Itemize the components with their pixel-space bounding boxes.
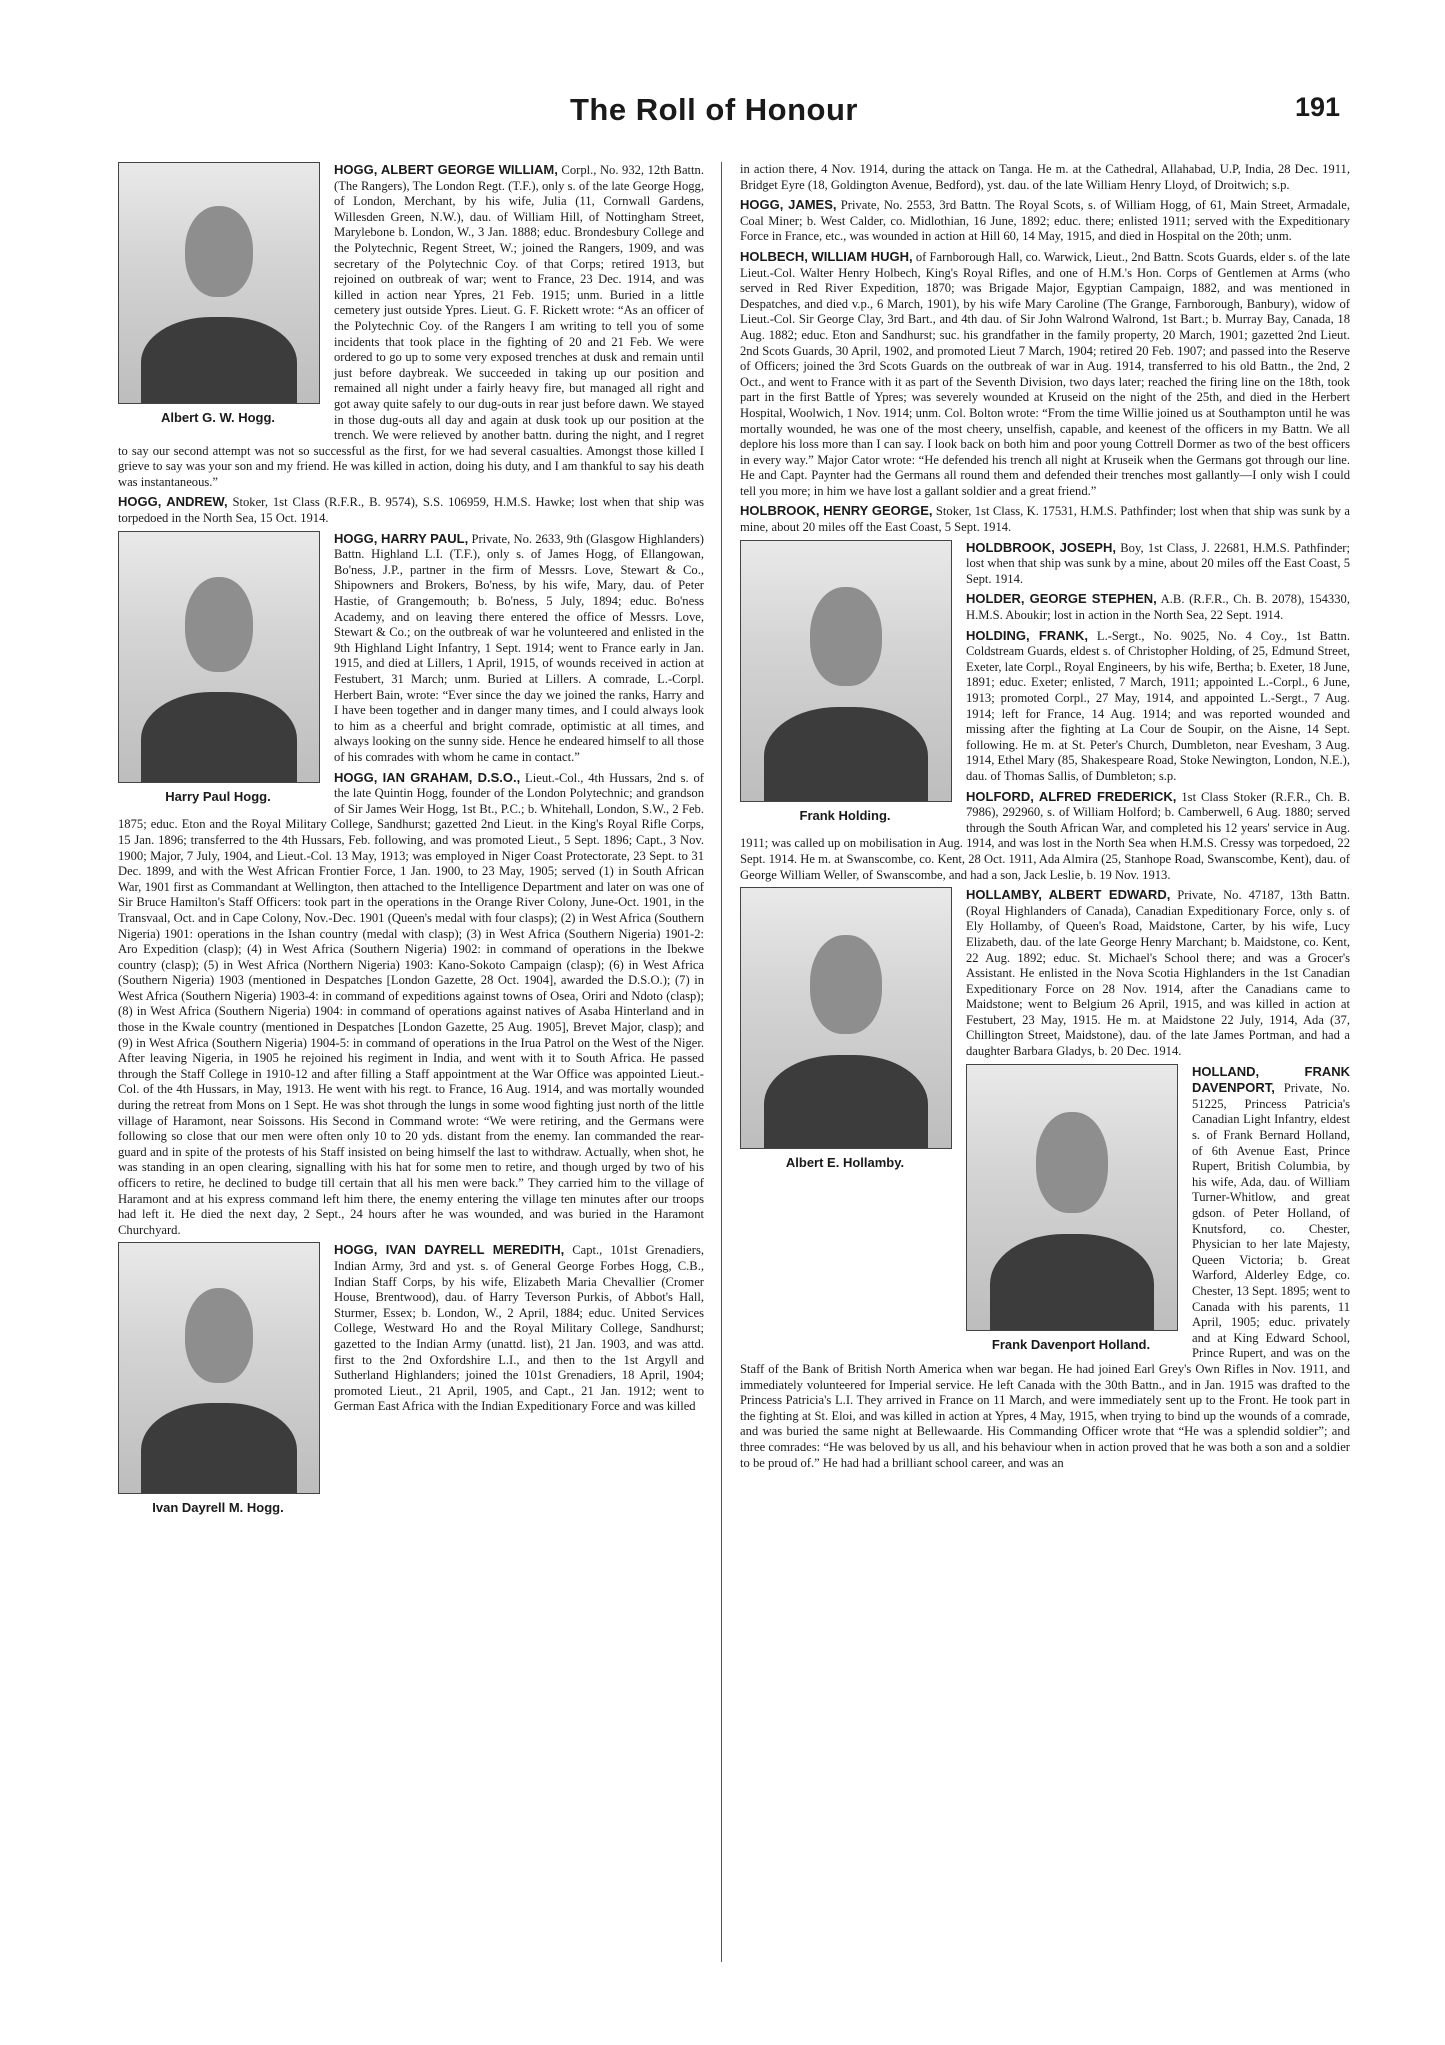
- right-column: [740, 162, 1350, 2022]
- column-divider: [721, 162, 722, 1962]
- portrait-photo: [118, 531, 320, 783]
- entry-hogg-ian: [118, 770, 704, 1239]
- entry-text: Corpl., No. 932, 12th Battn. (The Rangers), The London Regt. (T.F.), only s. of the late George Hogg, of London, Merchant, by his wife, Julia (11, Cornwall Gardens, Willesden Green, N.W.), dau. of William Hill, of Nottingham Street, Marylebone b. London, W., 3 Jan. 1888; educ. Brondesbury College and the Polytechnic, Regent Street, W.; joined the Rangers, 1909, and was secretary of the Polytechnic Coy. of that Corps; retired 1913, but rejoined on outbreak of war; went to France, 23 Dec. 1914, and was killed in action near Ypres, 21 Feb. 1915; unm. Buried in a little cemetery just outside Ypres. Lieut. G. F. Rickett wrote: “As an officer of the Polytechnic Coy. of the Rangers I am writing to tell you of some incidents that took place in the fighting of 20 and 21 Feb. We were ordered to go up to some very exposed trenches at dusk and remain until just before daybreak. We succeeded in taking up our position and remained all night under a fairly heavy fire, but managed all right and got away quite safely to our dug-outs in rear just before dawn. We stayed in those dug-outs all day and again at dusk took up our position at the trench. We were relieved by another battn. during the night, and I regret to say our second attempt was not so successful as the first, for we had several casualties. Amongst those killed I grieve to say was your son and my friend. He was killed in action, doing his duty, and I am thankful to say his death was instantaneous.”: [118, 163, 704, 489]
- entry-name: HOGG, ANDREW,: [118, 494, 228, 510]
- portrait-ivan-hogg: [118, 1242, 318, 1516]
- entry-text: Stoker, 1st Class (R.F.R., B. 9574), S.S. 106959, H.M.S. Hawke; lost when that ship was torpedoed in the North Sea, 15 Oct. 1914.: [118, 495, 704, 526]
- portrait-caption: Frank Davenport Holland.: [991, 1336, 1151, 1352]
- entry-name: HOLFORD, ALFRED FREDERICK,: [966, 788, 1177, 804]
- entry-name: HOLDBROOK, JOSEPH,: [966, 539, 1116, 555]
- portrait-caption: Ivan Dayrell M. Hogg.: [152, 1500, 284, 1516]
- portrait-photo: [118, 162, 320, 404]
- portrait-photo: [740, 540, 952, 802]
- entry-name: HOGG, JAMES,: [740, 197, 837, 213]
- entry-holbech-william: [740, 249, 1350, 500]
- entry-text: Private, No. 2633, 9th (Glasgow Highlanders) Battn. Highland L.I. (T.F.), only s. of James Hogg, of Ellangowan, Bo'ness, J.P., partner in the firm of Messrs. Love, Stewart & Co., Shipowners and Brokers, Bo'ness, by his wife, Mary, dau. of Peter Hastie, of Grangemouth; b. Bo'ness, 5 July, 1894; educ. Bo'ness Academy, and on leaving there entered the office of Messrs. Love, Stewart & Co.; on the outbreak of war he volunteered and enlisted in the 9th Highland Light Infantry, 1 Sept. 1914; went to France early in Jan. 1915, and died at Lillers, 1 April, 1915, of wounds received in action at Festubert, 31 March; unm. Buried at Lillers. A comrade, L.-Corpl. Herbert Bain, wrote: “Ever since the day we joined the ranks, Harry and I have been together and in danger many times, and I could always look to him as a cheerful and bright comrade, optimistic at all times, and always looking on the sunny side. Hence he endeared himself to all those of his comrades with whom he came in contact.”: [334, 531, 704, 764]
- page-title: The Roll of Honour: [570, 92, 858, 127]
- entry-name: HOLDING, FRANK,: [966, 627, 1088, 643]
- portrait-frank-holding: [740, 540, 950, 824]
- entry-name: HOLLAMBY, ALBERT EDWARD,: [966, 887, 1171, 903]
- page-number: 191: [1295, 92, 1341, 122]
- page-header: [0, 92, 1445, 142]
- entry-hogg-james: [740, 197, 1350, 245]
- portrait-harry-hogg: [118, 531, 318, 805]
- entry-hogg-ivan-continued: [740, 162, 1350, 193]
- portrait-photo: [966, 1064, 1178, 1331]
- entry-holbrook-henry: [740, 503, 1350, 535]
- entry-text: Private, No. 51225, Princess Patricia's Canadian Light Infantry, eldest s. of Frank Bernard Holland, of 6th Avenue East, Prince Rupert, British Columbia, by his wife, Ada, dau. of William Turner-Whitlow, and great gdson. of Peter Holland, of Knutsford, co. Chester, Physician to her late Majesty, Queen Victoria; b. Great Warford, Alderley Edge, co. Chester, 13 Sept. 1895; went to Canada with his parents, 11 April, 1905; educ. privately and at King Edward School, Prince Rupert, and was on the Staff of the Bank of British North America when war began. He had joined Earl Grey's Own Rifles in Nov. 1911, and immediately volunteered for Imperial service. He left Canada with the 30th Battn., and in Jan. 1915 was drafted to the Princess Patricia's L.I. They arrived in France on 11 March, and were immediately sent up to the Front. He took part in the fighting at St. Eloi, and was killed in action at Ypres, 4 May, 1915, when trying to bind up the wounds of a comrade, and was buried the same night at Bellewaarde. His Commanding Officer wrote that “He was a splendid soldier”; and three comrades: “He was beloved by us all, and his behaviour when in action proved that he was both a son and a soldier to be proud of.” He had had a brilliant school career, and was an: [740, 1081, 1350, 1470]
- entry-text: A.B. (R.F.R., Ch. B. 2078), 154330, H.M.S. Aboukir; lost in action in the North Sea, 22 Sept. 1914.: [966, 592, 1350, 623]
- portrait-frank-holland: [966, 1064, 1176, 1353]
- portrait-caption: Frank Holding.: [799, 807, 891, 823]
- portrait-albert-hogg: [118, 162, 318, 426]
- entry-text: Capt., 101st Grenadiers, Indian Army, 3rd and yst. s. of General George Forbes Hogg, C.B., Indian Staff Corps, by his wife, Elizabeth Maria Chevallier (Cromer House, Brentwood), dau. of Harry Teverson Purkis, of Abbot's Hall, Sturmer, Essex; b. London, W., 2 April, 1884; educ. United Services College, Westward Ho and the Royal Military College, Sandhurst; gazetted to the Indian Army (unattd. list), 21 Jan. 1903, and was attd. first to the 2nd Oxfordshire L.I., and then to the 1st Argyll and Sutherland Highlanders; joined the 101st Grenadiers, 18 April, 1904; promoted Lieut., 21 April, 1905, and Capt., 21 Jan. 1912; went to German East Africa with the Indian Expeditionary Force and was killed: [334, 1243, 704, 1414]
- portrait-caption: Albert G. W. Hogg.: [160, 410, 276, 425]
- portrait-caption: Harry Paul Hogg.: [165, 788, 271, 804]
- portrait-photo: [740, 887, 952, 1149]
- entry-name: HOLLAND, FRANK DAVENPORT,: [1192, 1063, 1350, 1096]
- entry-name: HOGG, ALBERT GEORGE WILLIAM,: [334, 162, 558, 177]
- entry-name: HOGG, HARRY PAUL,: [334, 530, 469, 546]
- entry-text: of Farnborough Hall, co. Warwick, Lieut., 2nd Battn. Scots Guards, elder s. of the late Lieut.-Col. Walter Henry Holbech, King's Royal Rifles, and one of H.M.'s Hon. Corps of Gentlemen at Arms (who served in Red River Expedition, 1870; was Brigade Major, Egyptian Campaign, 1882, and was mentioned in Despatches, and died v.p., 6 March, 1901), by his wife Mary Caroline (The Grange, Farnborough, Banbury), widow of Lieut.-Col. Sir George Clay, 3rd Bart., and 4th dau. of Sir John Walrond Walrond, 1st Bart.; b. Murray Bay, Canada, 18 Aug. 1882; educ. Eton and Sandhurst; suc. his grandfather in the family property, 20 March, 1901; gazetted 2nd Lieut. 2nd Scots Guards, 30 April, 1902, and promoted Lieut 7 March, 1904; retired 20 Feb. 1907; and passed into the Reserve of Officers; joined the 3rd Scots Guards on the outbreak of war in Aug. 1914, transferred to his old Battn., the 2nd, 2 Oct., and went to France with it as part of the Seventh Division, two days later; reached the firing line on the 18th, took part in the first Battle of Ypres; was severely wounded at Kruseid on the night of the 25th, and died in the Herbert Hospital, Woolwich, 1 Nov. 1914; unm. Col. Bolton wrote: “From the time Willie joined us at Southampton until he was mortally wounded, he was one of the most cheery, unselfish, capable, and keenest of the officers in my Battn. We all deplore his loss more than I can say. I look back on both him and poor young Cottrell Dormer as two of the best officers in every way.” Major Cator wrote: “He defended his trench all night at Kruseik when the Germans got through our line. He and Capt. Paynter had the Germans all round them and defended their trenches most gallantly—I only wish I could tell you more; in him we have lost a gallant soldier and a great friend.”: [740, 249, 1350, 498]
- entry-name: HOGG, IVAN DAYRELL MEREDITH,: [334, 1242, 565, 1258]
- entry-text: Private, No. 47187, 13th Battn. (Royal Highlanders of Canada), Canadian Expeditionary Force, only s. of Ely Hollamby, of Queen's Road, Maidstone, Carter, by his wife, Lucy Elizabeth, dau. of the late George Henry Marchant; b. Maidstone, co. Kent, 22 Aug. 1892; educ. St. Michael's School there; and was a Grocer's Assistant. He enlisted in the Nova Scotia Highlanders in the 1st Canadian Expeditionary Force on 28 Nov. 1914, after the Canadians came to Maidstone; went to Belgium 26 April, 1915, and was killed in action at Festubert, 23 May, 1915. He m. at Maidstone 22 July, 1914, Ada (37, Chillington Street, Maidstone), dau. of the late James Portman, and had a daughter Barbara Gladys, b. 20 Dec. 1914.: [966, 888, 1350, 1059]
- entry-text: Stoker, 1st Class, K. 17531, H.M.S. Pathfinder; lost when that ship was sunk by a mine, about 20 miles off the East Coast, 5 Sept. 1914.: [740, 504, 1350, 535]
- entry-text: L.-Sergt., No. 9025, No. 4 Coy., 1st Battn. Coldstream Guards, eldest s. of Christopher Holding, of 25, Edmund Street, Exeter, late Corpl., Royal Engineers, by his wife, Bertha; b. Exeter, 18 June, 1891; educ. Exeter; enlisted, 7 March, 1911; appointed L.-Corpl., 6 June, 1913; promoted Corpl., 27 May, 1914, and appointed L.-Sergt., 7 Aug. 1914; left for France, 14 Aug. 1914; and was reported wounded and missing after the fighting at La Cour de Soupir, on the Aisne, 14 Sept. following. He m. at St. Peter's Church, Dumbleton, near Evesham, 3 Aug. 1914, Ethel Mary (85, Shakespeare Road, Stoke Newington, London, N.E.), dau. of Thomas Sallis, of Dumbleton; s.p.: [966, 628, 1350, 783]
- left-column: [118, 162, 704, 2022]
- entry-name: HOGG, IAN GRAHAM, D.S.O.,: [334, 769, 521, 785]
- portrait-photo: [118, 1242, 320, 1494]
- entry-text: Boy, 1st Class, J. 22681, H.M.S. Pathfinder; lost when that ship was sunk by a mine, about 20 miles off the East Coast, 5 Sept. 1914.: [966, 540, 1350, 586]
- entry-hogg-andrew: [118, 494, 704, 526]
- portrait-caption: Albert E. Hollamby.: [785, 1155, 905, 1171]
- entry-name: HOLDER, GEORGE STEPHEN,: [966, 591, 1157, 607]
- entry-name: HOLBECH, WILLIAM HUGH,: [740, 248, 913, 264]
- entry-name: HOLBROOK, HENRY GEORGE,: [740, 503, 933, 519]
- portrait-albert-hollamby: [740, 887, 950, 1171]
- entry-text: Private, No. 2553, 3rd Battn. The Royal Scots, s. of William Hogg, of 61, Main Street, Armadale, Coal Miner; b. West Calder, co. Midlothian, 16 June, 1892; educ. there; enlisted 1911; served with the Expeditionary Force in France, etc., was wounded in action at Hill 60, 14 May, 1915, and died in Hospital on the 20th; unm.: [740, 198, 1350, 244]
- entry-text: 1st Class Stoker (R.F.R., Ch. B. 7986), 292960, s. of William Holford; b. Camberwell, 6 Aug. 1880; served through the South African War, and completed his 12 years' service in Aug. 1911; was called up on mobilisation in Aug. 1914, and was lost in the North Sea when H.M.S. Cressy was torpedoed, 22 Sept. 1914. He m. at Swanscombe, co. Kent, 28 Oct. 1911, Ada Almira (25, Stanhope Road, Swanscombe, Kent), dau. of George William Weller, of Swanscombe, and had a son, Jack Leslie, b. 19 Nov. 1913.: [740, 789, 1350, 882]
- entry-text: Lieut.-Col., 4th Hussars, 2nd s. of the late Quintin Hogg, founder of the London Polytechnic; and grandson of Sir James Weir Hogg, 1st Bt., P.C.; b. Whitehall, London, S.W., 2 Feb. 1875; educ. Eton and the Royal Military College, Sandhurst; gazetted 2nd Lieut. in the King's Royal Rifle Corps, 15 Jan. 1896; transferred to the 4th Hussars, Feb. following, and was promoted Lieut., 5 Sept. 1896; Capt., 3 Nov. 1900; Major, 7 July, 1904, and Lieut.-Col. 13 May, 1913; was employed in Niger Coast Protectorate, 23 Sept. to 31 Dec. 1899, and with the West African Frontier Force, 1 Jan. 1900, to 23 May, 1905; served (1) in South African War, 1901 first as Commandant at Wellington, then attached to the Intelligence Department and later on was one of Sir Bruce Hamilton's Staff Officers: took part in the operations in the Orange River Colony, June-Oct. 1901, in the Transvaal, Oct. and in Cape Colony, Nov.-Dec. 1901 (Queen's medal with four clasps); (2) in West Africa (Southern Nigeria) 1901: operations in the Ishan country (medal with clasp); (3) in West Africa (Southern Nigeria) 1901-2: Aro Expedition (clasp); (4) in West Africa (Southern Nigeria) 1902: in command of operations in the Ibekwe country (clasp); (5) in West Africa (Northern Nigeria) 1903: Kano-Sokoto Campaign (clasp); (6) in West Africa (Southern Nigeria) 1903 (mentioned in Despatches [London Gazette, 28 Oct. 1904], awarded the D.S.O.); (7) in West Africa (Southern Nigeria) 1903-4: in command of expeditions against towns of Osea, Oriri and Ndoto (clasp); (8) in West Africa (Southern Nigeria) 1904: in command of operations against natives of Asaba Hinterland and in those in the Kwale country (mentioned in Despatches [London Gazette, 25 Aug. 1905], Brevet Major, clasp); and (9) in West Africa (Southern Nigeria) 1904-5: in command of operations in the Irua Patrol on the West of the Niger. After leaving Nigeria, in 1905 he rejoined his regiment in India, and went with it to South Africa. He passed through the Staff College in 1910-12 and after filling a Staff appointment at the War Office was appointed Lieut.-Col. of the 4th Hussars, in May, 1913. He went with his regt. to France, 16 Aug. 1914, and was mortally wounded during the retreat from Mons on 1 Sept. He was shot through the lungs in some wood fighting just north of the little village of Haramont, near Soissons. His Second in Command wrote: “We were retiring, and the Germans were following so close that our men were often only 10 to 20 yds. distant from the enemy. Ian commanded the rear-guard and in spite of the protests of his Staff insisted on being himself the last to withdraw. Actually, when shot, he was standing in an open clearing, signalling with his hat for some men to retire, and though urged by two of his officers to retire, he declined to budge till certain that all his men were back.” They carried him to the village of Haramont and at his express command left him there, the enemy entering the village ten minutes after our troops had left it. He died the next day, 2 Sept., 24 hours after he was wounded, and was buried in the Haramont Churchyard.: [118, 770, 704, 1237]
- entry-text: in action there, 4 Nov. 1914, during the attack on Tanga. He m. at the Cathedral, Allahabad, U.P, India, 28 Dec. 1911, Bridget Eyre (18, Goldington Avenue, Bedford), yst. dau. of the late William Henry Lloyd, of Droitwich; s.p.: [740, 162, 1350, 192]
